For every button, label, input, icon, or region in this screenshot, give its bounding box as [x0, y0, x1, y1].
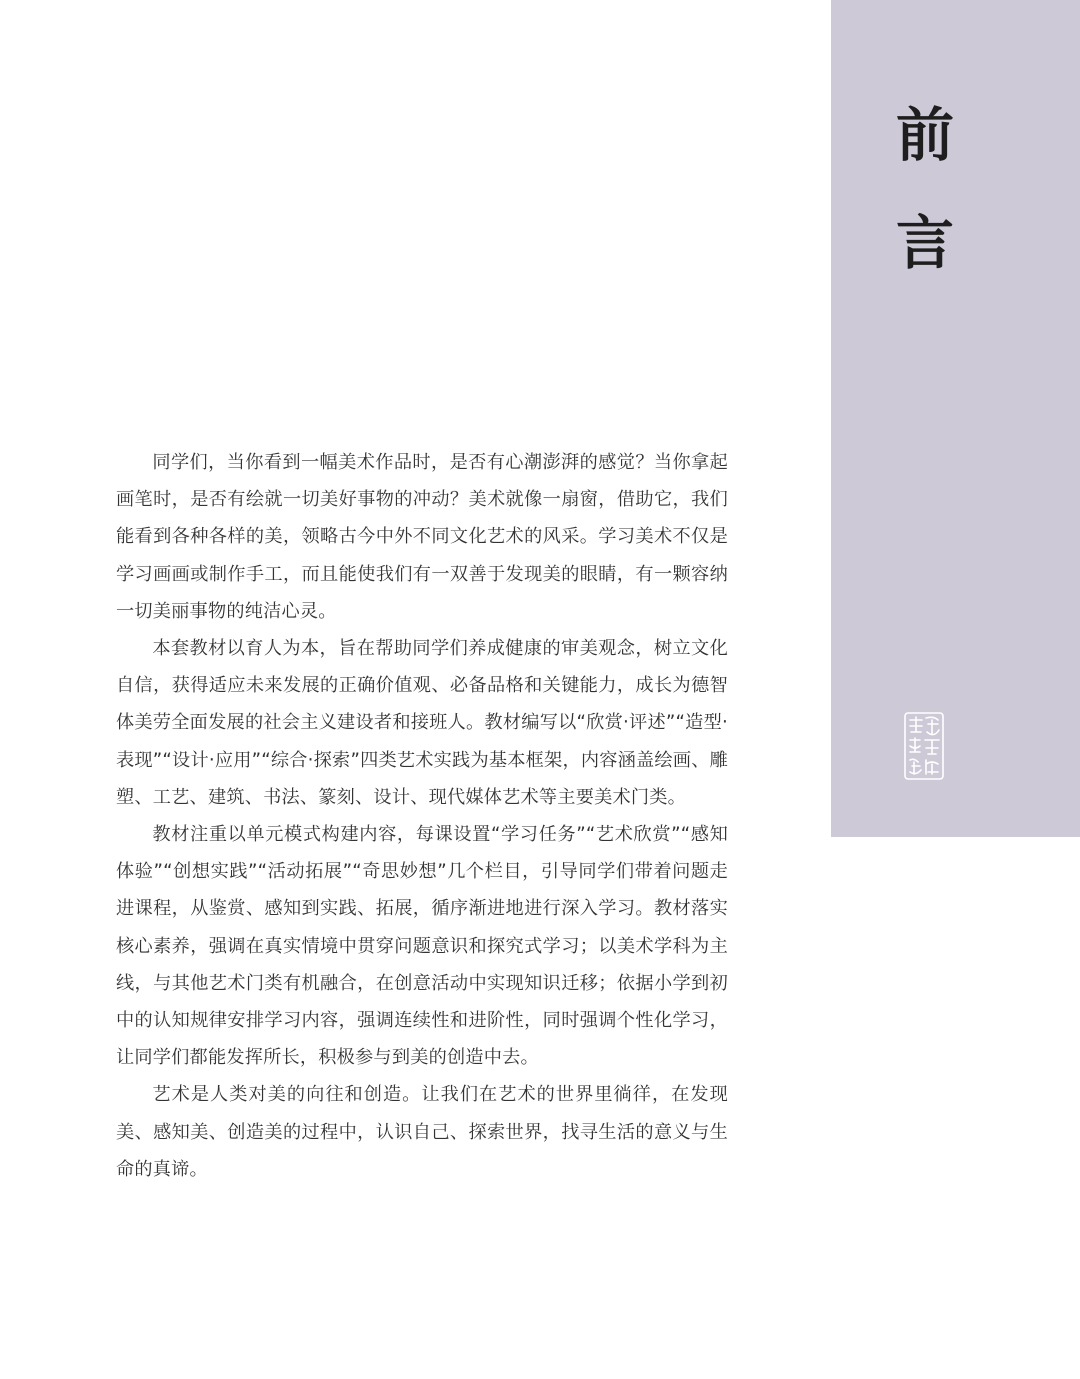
preface-paragraph: 同学们，当你看到一幅美术作品时，是否有心潮澎湃的感觉？当你拿起画笔时，是否有绘就一切美好事物的冲动？美术就像一扇窗，借助它，我们能看到各种各样的美，领略古今中外不同文化艺术的风采。学习美术不仅是学习画画或制作手工，而且能使我们有一双善于发现美的眼睛，有一颗容纳一切美丽事物的纯洁心灵。 — [116, 452, 728, 622]
preface-paragraph: 艺术是人类对美的向往和创造。让我们在艺术的世界里徜徉，在发现美、感知美、创造美的过程中，认识自己、探索世界，找寻生活的意义与生命的真谛。 — [116, 1084, 728, 1180]
page-title-char-2: 言 — [895, 209, 954, 277]
preface-body — [116, 444, 728, 1188]
page-title-char-1: 前 — [895, 101, 954, 169]
preface-paragraph: 教材注重以单元模式构建内容，每课设置“学习任务”“艺术欣赏”“感知体验”“创想实践”“活动拓展”“奇思妙想”几个栏目，引导同学们带着问题走进课程，从鉴赏、感知到实践、拓展，循序渐进地进行深入学习。教材落实核心素养，强调在真实情境中贯穿问题意识和探究式学习；以美术学科为主线，与其他艺术门类有机融合，在创意活动中实现知识迁移；依据小学到初中的认知规律安排学习内容，强调连续性和进阶性，同时强调个性化学习，让同学们都能发挥所长，积极参与到美的创造中去。 — [116, 824, 728, 1069]
preface-paragraph: 本套教材以育人为本，旨在帮助同学们养成健康的审美观念，树立文化自信，获得适应未来发展的正确价值观、必备品格和关键能力，成长为德智体美劳全面发展的社会主义建设者和接班人。教材编写以“欣赏·评述”“造型·表现”“设计·应用”“综合·探索”四类艺术实践为基本框架，内容涵盖绘画、雕塑、工艺、建筑、书法、篆刻、设计、现代媒体艺术等主要美术门类。 — [116, 638, 728, 808]
seal-stamp-icon — [904, 712, 944, 780]
